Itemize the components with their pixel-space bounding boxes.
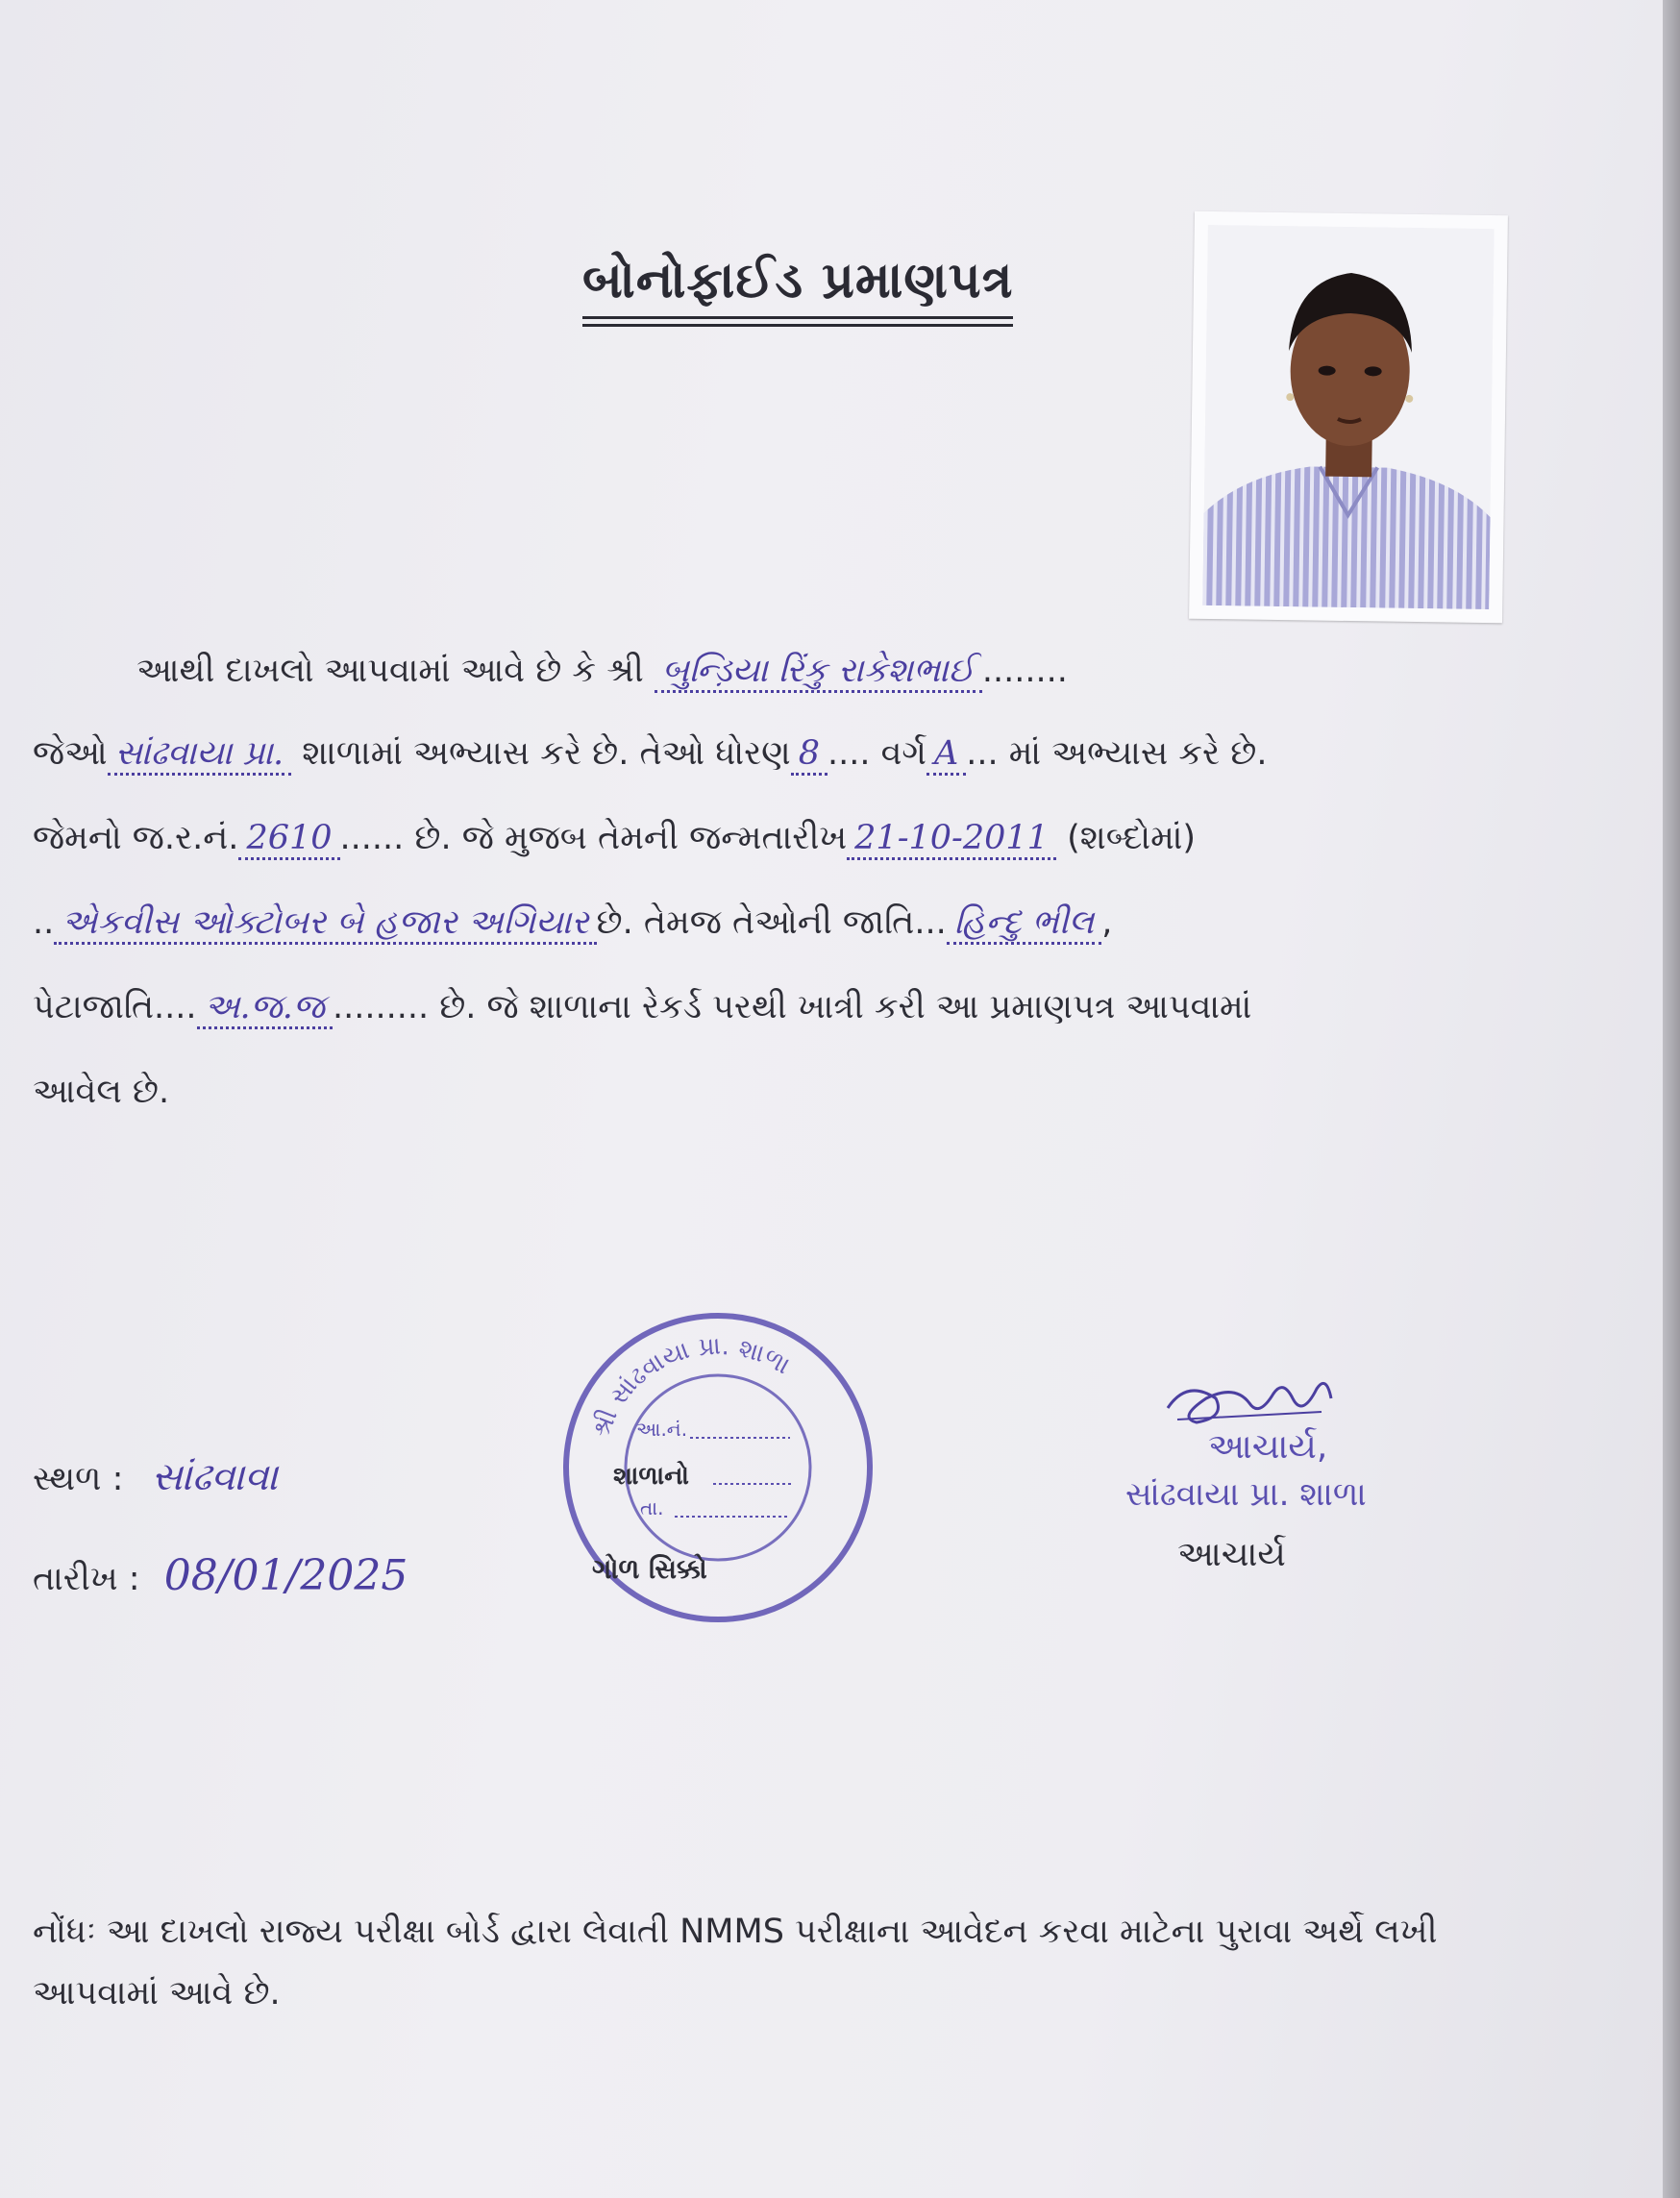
body-line-6	[33, 1073, 169, 1111]
title-underline-double	[582, 324, 1013, 327]
school-short: સાંઢવાયા પ્રા.	[108, 734, 291, 776]
l2-mid: શાળામાં અભ્યાસ કરે છે. તેઓ ધોરણ	[302, 734, 791, 773]
paper-edge	[1663, 0, 1680, 2198]
l2-prefix: જેઓ	[33, 734, 108, 773]
standard-value: 8	[791, 734, 828, 776]
certificate-title: બોનોફાઈડ પ્રમાણપત્ર	[582, 252, 1014, 309]
body-line-5: પેટાજાતિ.... અ.જ.જ ......... છે. જે શાળાના રેકર્ડ પરથી ખાત્રી કરી આ પ્રમાણપત્ર આપવામાં	[33, 988, 1251, 1026]
principal-signature-block	[1125, 1370, 1367, 1574]
stamp-ring-text: શ્રી સાંઢવાયા પ્રા. શાળા	[586, 1331, 795, 1442]
body-line-4: .. એકવીસ ઓક્ટોબર બે હજાર અગિયાર છે. તેમજ તેઓની જાતિ... હિન્દુ ભીલ ,	[33, 903, 1112, 942]
register-number: 2610	[238, 819, 339, 860]
place-row	[33, 1455, 278, 1499]
birth-date: 21-10-2011	[847, 819, 1056, 860]
note-line-2: આપવામાં આવે છે.	[33, 1974, 281, 2013]
stamp-seal	[559, 1309, 877, 1626]
photo-image	[1202, 225, 1495, 609]
date-value: 08/01/2025	[163, 1551, 408, 1600]
division-label: વર્ગ	[880, 734, 926, 773]
date-row	[33, 1551, 408, 1600]
school-round-stamp	[559, 1309, 877, 1630]
stamp-line-2: શાળાનો	[613, 1462, 689, 1491]
caste-value: હિન્દુ ભીલ	[947, 903, 1102, 945]
intro-text: આથી દાખલો આપવામાં આવે છે કે શ્રી	[136, 652, 644, 690]
student-photo	[1189, 211, 1508, 624]
l5-suffix: છે. જે શાળાના રેકર્ડ પરથી ખાત્રી કરી આ પ્રમાણપત્ર આપવામાં	[439, 988, 1252, 1026]
stamp-line-1: આ.નં.	[636, 1418, 688, 1441]
division-value: A	[926, 734, 966, 776]
date-label: તારીખ :	[33, 1560, 140, 1598]
body-line-2: જેઓ સાંઢવાયા પ્રા. શાળામાં અભ્યાસ કરે છે. તેઓ ધોરણ 8 .... વર્ગ A ... માં અભ્યાસ કરે છે.	[33, 734, 1267, 773]
body-line-3: જેમનો જ.ર.નં. 2610 ...... છે. જે મુજબ તેમની જન્મતારીખ 21-10-2011 (શબ્દોમાં)	[33, 819, 1196, 857]
stamp-line-3: તા.	[640, 1496, 664, 1519]
place-value: સાંઢવાવા	[151, 1455, 279, 1499]
title-underline	[582, 316, 1013, 319]
sig-title: આચાર્ય,	[1208, 1427, 1328, 1467]
l3-suffix: (શબ્દોમાં)	[1067, 819, 1197, 857]
sig-school: સાંઢવાયા પ્રા. શાળા	[1125, 1475, 1367, 1514]
l4-mid: છે. તેમજ તેઓની જાતિ	[596, 903, 915, 942]
l5-prefix: પેટાજાતિ	[33, 988, 155, 1026]
sub-caste-value: અ.જ.જ	[197, 988, 333, 1029]
principal-label: આચાર્ય	[1177, 1535, 1286, 1574]
note-line-1: નોંધઃ આ દાખલો રાજ્ય પરીક્ષા બોર્ડ દ્વારા લેવાતી NMMS પરીક્ષાના આવેદન કરવા માટેના પુરાવા અર્થે લખી	[33, 1913, 1438, 1951]
birth-date-words: એકવીસ ઓક્ટોબર બે હજાર અગિયાર	[54, 903, 596, 945]
l3-prefix: જેમનો જ.ર.નં.	[33, 819, 239, 857]
l6-text: આવેલ છે.	[33, 1073, 170, 1111]
student-name: બુન્ડ઼િયા રિંકુ રાકેશભાઈ	[655, 652, 982, 693]
body-line-1: આથી દાખલો આપવામાં આવે છે કે શ્રી બુન્ડ઼િયા રિંકુ રાકેશભાઈ ........	[136, 652, 1068, 690]
stamp-line-4: ગોળ સિક્કો	[592, 1553, 707, 1585]
l2-suffix: માં અભ્યાસ કરે છે.	[1008, 734, 1268, 773]
place-label: સ્થળ :	[33, 1460, 124, 1498]
l3-mid: છે. જે મુજબ તેમની જન્મતારીખ	[414, 819, 848, 857]
title-block	[582, 252, 1013, 327]
